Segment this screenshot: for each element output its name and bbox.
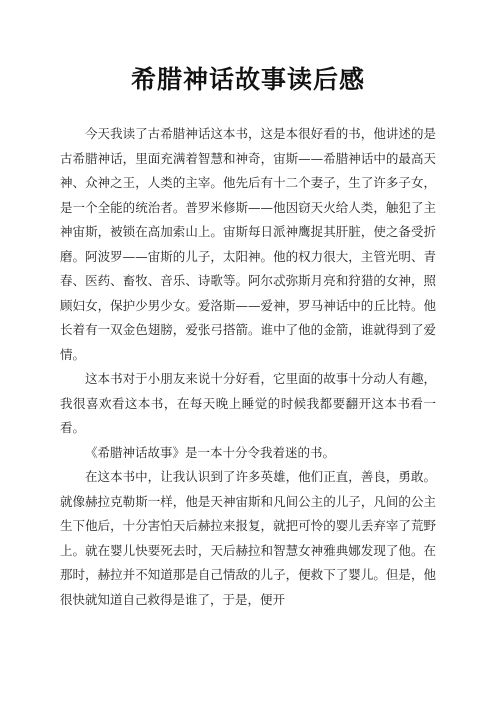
paragraph: 《希腊神话故事》是一本十分令我着迷的书。 <box>85 444 336 460</box>
document-title: 希腊神话故事读后感 <box>130 65 365 94</box>
document-body <box>60 122 436 612</box>
paragraph: 在这本书中，让我认识到了许多英雄，他们正直，善良，勇敢。就像赫拉克勒斯一样，他是天神宙斯和凡间公主的儿子，凡间的公主生下他后，十分害怕天后赫拉来报复，就把可怜的婴儿丢弃宰了荒野上。就在婴儿快要死去时，天后赫拉和智慧女神雅典娜发现了他。在那时，赫拉并不知道那是自己情敌的儿子，便救下了婴儿。但是，他很快就知道自己救得是谁了，于是，便开 <box>60 469 436 607</box>
paragraph: 这本书对于小朋友来说十分好看，它里面的故事十分动人有趣，我很喜欢看这本书，在每天晚上睡觉的时候我都要翻开这本书看一看。 <box>60 371 436 435</box>
paragraph: 今天我读了古希腊神话这本书，这是本很好看的书，他讲述的是古希腊神话，里面充满着智慧和神奇，宙斯——希腊神话中的最高天神、众神之王，人类的主宰。他先后有十二个妻子，生了许多子女，是一个全能的统治者。普罗米修斯——他因窃天火给人类，触犯了主神宙斯，被锁在高加索山上。宙斯每日派神鹰捉其肝脏，使之备受折磨。阿波罗——宙斯的儿子，太阳神。他的权力很大，主管光明、青春、医药、畜牧、音乐、诗歌等。阿尔忒弥斯月亮和狩猎的女神，照顾妇女，保护少男少女。爱洛斯——爱神，罗马神话中的丘比特。他长着有一双金色翅膀，爱张弓搭箭。谁中了他的金箭，谁就得到了爱情。 <box>60 126 436 362</box>
